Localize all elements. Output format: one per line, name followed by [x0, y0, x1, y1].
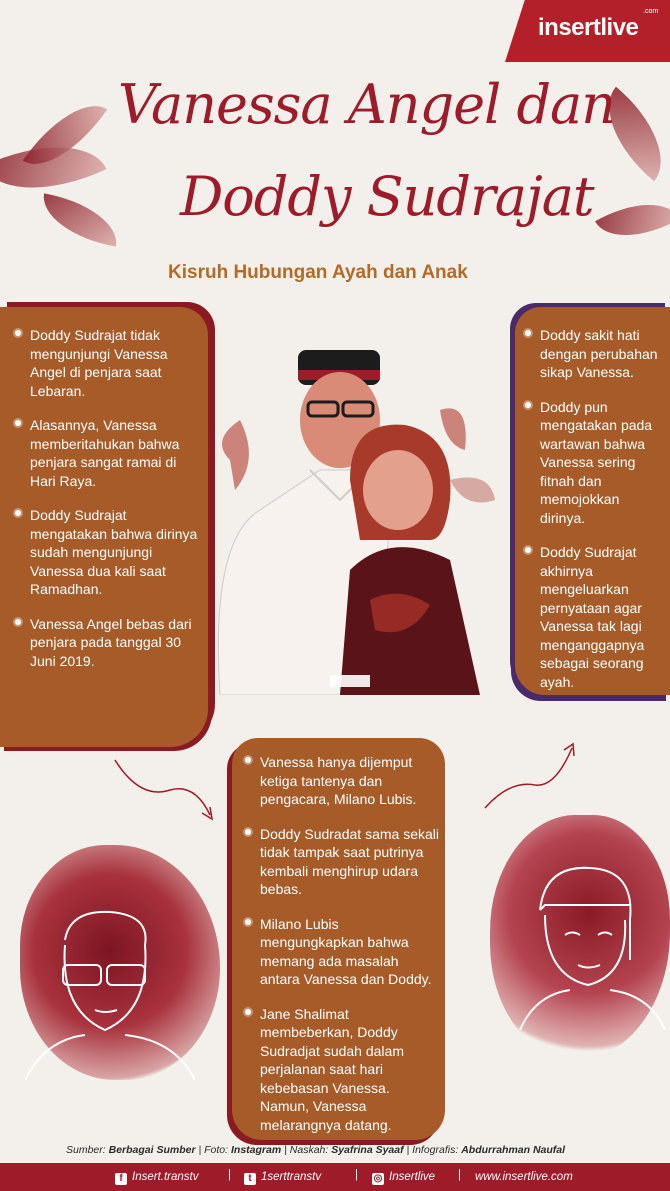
arrow-decoration: [480, 740, 580, 815]
man-sketch-illustration: [25, 900, 195, 1080]
fact-item: Vanessa Angel bebas dari penjara pada tanggal 30 Juni 2019.: [30, 615, 200, 671]
left-fact-list: [30, 326, 200, 686]
page-title-line2: Doddy Sudrajat: [180, 165, 594, 228]
page-title-line1: Vanessa Angel dan: [118, 73, 616, 136]
twitter-icon: t: [244, 1173, 256, 1185]
credit-photo: Instagram: [231, 1144, 282, 1156]
footer-website-link[interactable]: www.insertlive.com: [475, 1171, 573, 1183]
credit-graphic: Abdurrahman Naufal: [461, 1144, 566, 1156]
credit-graphic-label: Infografis:: [412, 1144, 459, 1156]
fact-item: Doddy sakit hati dengan perubahan sikap Vanessa.: [540, 326, 665, 382]
leaf-decoration: [37, 193, 123, 246]
couple-photo: [200, 340, 500, 695]
arrow-decoration: [110, 755, 220, 825]
fact-item: Doddy Sudradat sama sekali tidak tampak saat putrinya kembali menghirup udara bebas.: [260, 825, 442, 899]
fact-item: Doddy Sudrajat mengatakan bahwa dirinya sudah mengunjungi Vanessa dua kali saat Ramadhan.: [30, 506, 200, 599]
credit-photo-label: Foto:: [204, 1144, 229, 1156]
credits-line: Sumber: Berbagai Sumber | Foto: Instagram | Naskah: Syafrina Syaaf | Infografis: Abdurrahman Naufal: [66, 1144, 566, 1156]
credit-source-label: Sumber:: [66, 1144, 106, 1156]
credit-script: Syafrina Syaaf: [331, 1144, 404, 1156]
fact-item: Vanessa hanya dijemput ketiga tantenya dan pengacara, Milano Lubis.: [260, 753, 442, 809]
footer-bar: f Insert.transtv | t 1serttranstv | ◎ Insertlive | www.insertlive.com: [0, 1163, 670, 1191]
credit-script-label: Naskah:: [289, 1144, 329, 1156]
fact-item: Milano Lubis mengungkapkan bahwa memang ada masalah antara Vanessa dan Doddy.: [260, 915, 442, 989]
footer-twitter-link[interactable]: t 1serttranstv: [244, 1171, 321, 1185]
footer-facebook-link[interactable]: f Insert.transtv: [115, 1171, 198, 1185]
brand-logo-suffix: .com: [643, 8, 659, 15]
instagram-icon: ◎: [373, 1173, 383, 1184]
fact-item: Jane Shalimat membeberkan, Doddy Sudradjat sudah dalam perjalanan saat hari kebebasan Vanessa. Namun, Vanessa melarangnya datang.: [260, 1005, 442, 1135]
leaf-decoration: [595, 184, 670, 256]
right-fact-list: [540, 326, 665, 707]
fact-item: Doddy pun mengatakan pada wartawan bahwa Vanessa sering fitnah dan memojokkan dirinya.: [540, 398, 665, 528]
fact-item: Alasannya, Vanessa memberitahukan bahwa penjara sangat ramai di Hari Raya.: [30, 416, 200, 490]
brand-logo: insertlive: [538, 14, 639, 41]
fact-item: Doddy Sudrajat tidak mengunjungi Vanessa Angel di penjara saat Lebaran.: [30, 326, 200, 400]
page-subtitle: Kisruh Hubungan Ayah dan Anak: [168, 262, 468, 283]
fact-item: Doddy Sudrajat akhirnya mengeluarkan pernyataan agar Vanessa tak lagi menganggapnya sebagai seorang ayah.: [540, 543, 665, 691]
woman-sketch-illustration: [510, 860, 670, 1030]
credit-source: Berbagai Sumber: [108, 1144, 196, 1156]
center-fact-list: [260, 753, 442, 1150]
footer-instagram-link[interactable]: ◎ Insertlive: [373, 1171, 436, 1184]
facebook-icon: f: [115, 1173, 127, 1185]
